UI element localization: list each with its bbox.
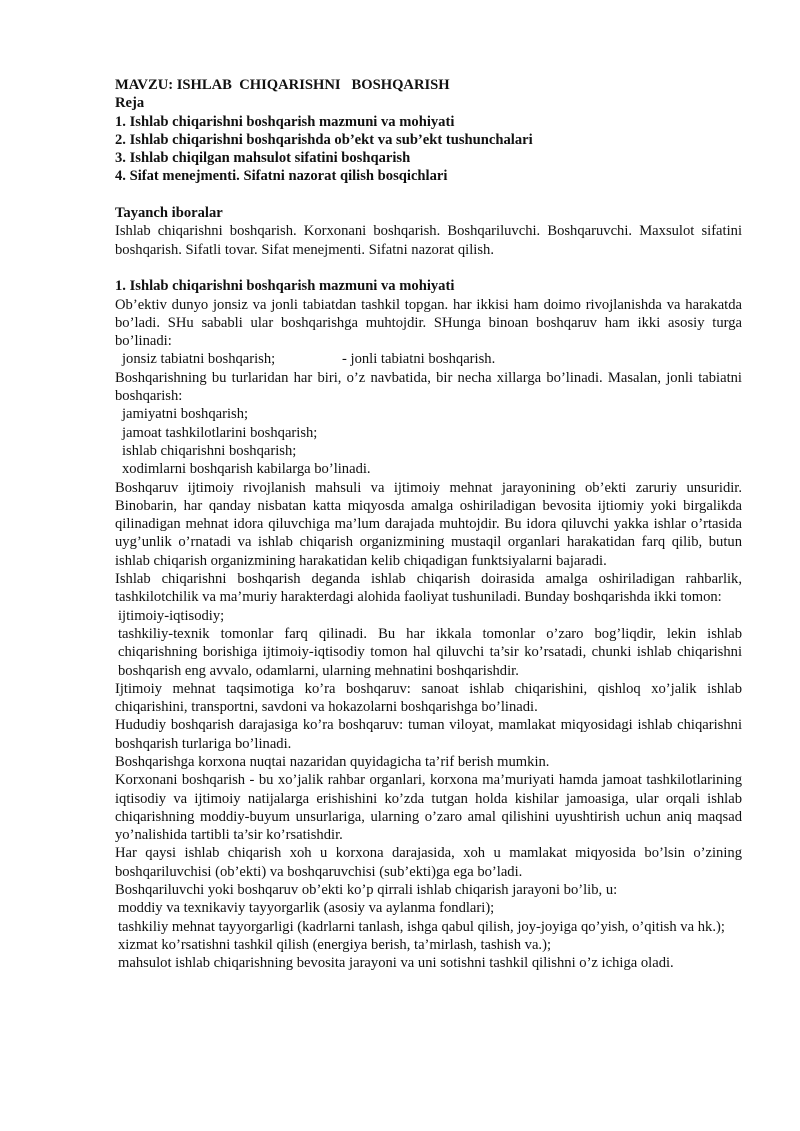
document-page [115,76,742,973]
plan-item-4: 4. Sifat menejmenti. Sifatni nazorat qilish bosqichlari [115,168,448,185]
paragraph: Boshqarishga korxona nuqtai nazaridan quyidagicha ta’rif berish mumkin. [115,753,550,770]
document-title: MAVZU: ISHLAB CHIQARISHNI BOSHQARISH [115,77,450,93]
plan-item-1: 1. Ishlab chiqarishni boshqarish mazmuni va mohiyati [115,113,455,130]
paragraph: Hududiy boshqarish darajasiga ko’ra boshqaruv: tuman viloyat, mamlakat miqyosidagi ishlab chiqarishni boshqarish turlariga bo’linadi. [115,717,742,752]
spacer [115,186,742,204]
list-item: xizmat ko’rsatishni tashkil qilish (energiya berish, ta’mirlash, tashish va.); [118,936,551,953]
list-item: xodimlarni boshqarish kabilarga bo’linadi. [122,461,371,478]
plan-item-2: 2. Ishlab chiqarishni boshqarishda ob’ekt va sub’ekt tushunchalari [115,131,533,148]
list-item: moddiy va texnikaviy tayyorgarlik (asosiy va aylanma fondlari); [118,900,495,917]
list-item: jamiyatni boshqarish; [122,406,249,423]
paragraph: Ijtimoiy mehnat taqsimotiga ko’ra boshqaruv: sanoat ishlab chiqarishini, qishloq xo’jalik ishlab chiqarishini, transportni, savdoni va hokazolarni boshqarishga bo’linadi. [115,680,742,716]
list-item: tashkiliy-texnik tomonlar farq qilinadi. Bu har ikkala tomonlar o’zaro bog’liqdir, lekin ishlab chiqarishning borishiga ijtimoiy-iqtisodiy tomon hal qiluvchi ta’sir ko’rsatadi, chunki ishlab chiqarishni boshqarish eng avvalo, odamlarni, ularning mehnatini boshqarishdir. [118,625,742,679]
key-terms-heading: Tayanch iboralar [115,205,223,222]
plan-heading: Reja [115,95,145,112]
list-item: ijtimoiy-iqtisodiy; [118,607,225,624]
section-1-heading: 1. Ishlab chiqarishni boshqarish mazmuni va mohiyati [115,278,455,295]
list-item: ishlab chiqarishni boshqarish; [122,442,297,459]
list-item: tashkiliy mehnat tayyorgarligi (kadrlarni tanlash, ishga qabul qilish, joy-joyiga qo’yish, o’qitish va hk.); [118,918,725,935]
paragraph: Ishlab chiqarishni boshqarish deganda ishlab chiqarish doirasida amalga oshiriladigan rahbarlik, tashkilotchilik va ma’muriy harakterdagi alohida faoliyat tushuniladi. Bunday boshqarishda ikki tomon: [115,571,742,606]
paragraph: Har qaysi ishlab chiqarish xoh u korxona darajasida, xoh u mamlakat miqyosida bo’lsin o’zining boshqariluvchisi (ob’ekti) va boshqaruvchisi (sub’ekti)ga ega bo’ladi. [115,845,742,880]
spacer [115,259,742,277]
paragraph: Boshqaruv ijtimoiy rivojlanish mahsuli va ijtimoiy mehnat jarayonining ob’ekti zaruriy unsuridir. Binobarin, har qanday nisbatan katta miqyosda amalga oshiriladigan bevosita ijtiomiy yoki birgalikda qilinadigan mehnat idora qiluvchiga ma’lum darajada muhtojdir. Bu idora qiluvchi yakka ishlar o’rtasida uyg’unlik o’rnatadi va ishlab chiqarish organizmining mustaqil organlari harakatidan farq qilib, butun ishlab chiqarish organizmining harakatidan kelib chiqadigan funktsiyalarni bajaradi. [115,479,742,569]
paragraph: Boshqariluvchi yoki boshqaruv ob’ekti ko’p qirrali ishlab chiqarish jarayoni bo’lib, u: [115,882,618,899]
type-animate: - jonli tabiatni boshqarish. [342,351,496,368]
list-item: jamoat tashkilotlarini boshqarish; [122,424,318,441]
paragraph: Korxonani boshqarish - bu xo’jalik rahbar organlari, korxona ma’muriyati hamda jamoat tashkilotlarining iqtisodiy va ijtimoiy natijalarga erishishini ko’zda tutgan holda kishilar jamoasiga, ular orqali ishlab chiqarishning moddiy-buyum unsurlariga, ularning o’zaro amal qilishini uyushtirish uchun aniq maqsad yo’nalishida tartibli ta’sir ko’rsatishdir. [115,772,742,844]
management-types-row [115,350,742,368]
paragraph: Ob’ektiv dunyo jonsiz va jonli tabiatdan tashkil topgan. har ikkisi ham doimo rivojlanishda va harakatda bo’ladi. SHu sababli ular boshqarishga muhtojdir. SHunga binoan boshqaruv ham ikki asosiy turga bo’linadi: [115,296,742,350]
key-terms-text: Ishlab chiqarishni boshqarish. Korxonani boshqarish. Boshqariluvchi. Boshqaruvchi. Maxsulot sifatini boshqarish. Sifatli tovar. Sifat menejmenti. Sifatni nazorat qilish. [115,223,742,258]
list-item: mahsulot ishlab chiqarishning bevosita jarayoni va uni sotishni tashkil qilishni o’z ichiga oladi. [118,955,674,972]
plan-item-3: 3. Ishlab chiqilgan mahsulot sifatini boshqarish [115,150,411,167]
paragraph: Boshqarishning bu turlaridan har biri, o’z navbatida, bir necha xillarga bo’linadi. Masalan, jonli tabiatni boshqarish: [115,369,742,405]
type-inanimate: jonsiz tabiatni boshqarish; [122,351,276,368]
